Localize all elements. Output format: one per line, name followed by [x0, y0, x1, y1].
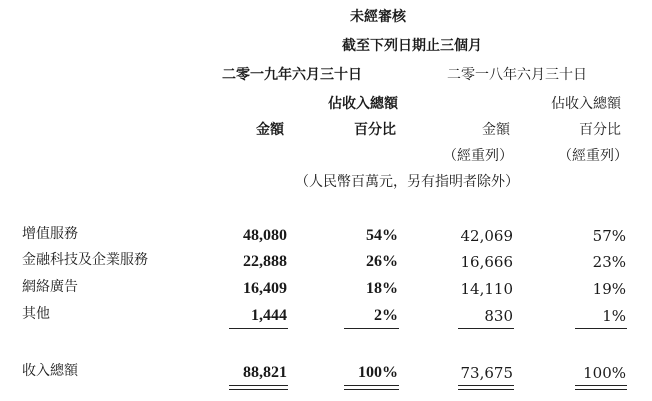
total-double-rule [344, 385, 399, 386]
header-amount-2018: 金額 [482, 122, 510, 138]
total-double-rule [575, 389, 627, 390]
row-label: 金融科技及企業服務 [22, 252, 148, 268]
header-unaudited: 未經審核 [350, 9, 406, 25]
row-pct-2019: 2% [374, 307, 398, 324]
row-amount-2018: 42,069 [460, 227, 513, 245]
total-label: 收入總額 [22, 363, 78, 379]
header-share-2019: 佔收入總額 [328, 96, 398, 112]
subtotal-rule [344, 328, 399, 329]
total-double-rule [229, 389, 288, 390]
row-pct-2018: 1% [602, 307, 626, 325]
row-amount-2019: 48,080 [243, 227, 287, 244]
row-amount-2019: 22,888 [243, 253, 287, 270]
header-restated-pct: （經重列） [558, 148, 628, 164]
header-date-2019: 二零一九年六月三十日 [222, 67, 362, 83]
row-amount-2018: 16,666 [460, 253, 513, 271]
total-double-rule [575, 385, 627, 386]
row-pct-2019: 18% [366, 280, 398, 297]
total-double-rule [458, 389, 514, 390]
total-pct-2019: 100% [358, 364, 398, 381]
row-pct-2018: 19% [592, 280, 626, 298]
header-amount-2019: 金額 [256, 122, 284, 138]
header-pct-2019: 百分比 [354, 122, 396, 138]
total-double-rule [344, 389, 399, 390]
row-label: 增值服務 [22, 226, 78, 242]
total-amount-2019: 88,821 [243, 364, 287, 381]
total-pct-2018: 100% [583, 364, 626, 382]
row-pct-2018: 23% [592, 253, 626, 271]
row-amount-2018: 14,110 [460, 280, 513, 298]
subtotal-rule [229, 328, 288, 329]
total-double-rule [458, 385, 514, 386]
header-period: 截至下列日期止三個月 [342, 38, 482, 54]
row-label: 其他 [22, 306, 50, 322]
row-amount-2019: 16,409 [243, 280, 287, 297]
unit-note: （人民幣百萬元，另有指明者除外） [295, 174, 519, 190]
row-pct-2019: 26% [366, 253, 398, 270]
header-date-2018: 二零一八年六月三十日 [447, 67, 587, 83]
header-share-2018: 佔收入總額 [551, 96, 621, 112]
row-pct-2018: 57% [592, 227, 626, 245]
total-amount-2018: 73,675 [460, 364, 513, 382]
subtotal-rule [458, 328, 514, 329]
total-double-rule [229, 385, 288, 386]
header-restated-amount: （經重列） [443, 148, 513, 164]
header-pct-2018: 百分比 [579, 122, 621, 138]
row-pct-2019: 54% [366, 227, 398, 244]
subtotal-rule [575, 328, 627, 329]
row-label: 網絡廣告 [22, 279, 78, 295]
row-amount-2018: 830 [484, 307, 513, 325]
row-amount-2019: 1,444 [251, 307, 287, 324]
